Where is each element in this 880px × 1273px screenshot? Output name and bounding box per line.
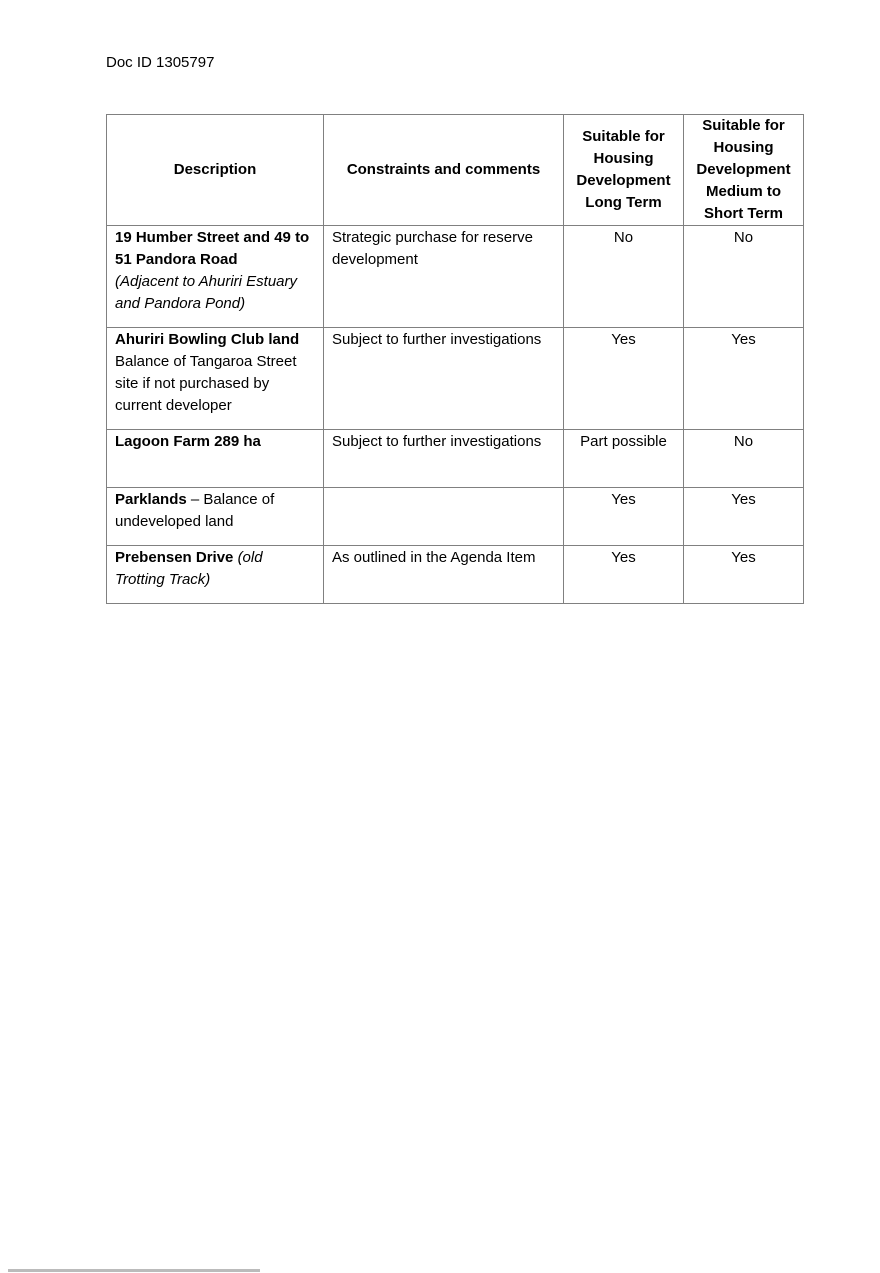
- description-cell: [107, 546, 324, 604]
- cropped-footer-line: [8, 1269, 260, 1272]
- table-row: [107, 488, 804, 546]
- table-row: [107, 546, 804, 604]
- table-row: [107, 226, 804, 328]
- constraints-cell: As outlined in the Agenda Item: [324, 546, 564, 604]
- cropped-footer: [0, 1266, 880, 1273]
- medium-short-term-cell: Yes: [684, 328, 804, 430]
- header-constraints: Constraints and comments: [324, 115, 564, 226]
- description-title: Lagoon Farm 289 ha: [115, 433, 261, 450]
- long-term-cell: Yes: [564, 546, 684, 604]
- long-term-cell: Part possible: [564, 430, 684, 488]
- land-suitability-table: [106, 114, 804, 604]
- medium-short-term-cell: No: [684, 226, 804, 328]
- description-title: Parklands: [115, 491, 187, 508]
- description-title: 19 Humber Street and 49 to 51 Pandora Road: [115, 229, 310, 268]
- description-title: Prebensen Drive: [115, 549, 234, 566]
- constraints-cell: [324, 488, 564, 546]
- long-term-cell: No: [564, 226, 684, 328]
- long-term-cell: Yes: [564, 328, 684, 430]
- description-cell: [107, 488, 324, 546]
- constraints-cell: Strategic purchase for reserve development: [324, 226, 564, 328]
- description-note: (Adjacent to Ahuriri Estuary and Pandora Pond): [115, 273, 298, 312]
- description-text: Balance of Tangaroa Street site if not purchased by current developer: [115, 353, 297, 414]
- constraints-cell: Subject to further investigations: [324, 430, 564, 488]
- description-cell: [107, 328, 324, 430]
- medium-short-term-cell: Yes: [684, 488, 804, 546]
- constraints-cell: Subject to further investigations: [324, 328, 564, 430]
- description-title: Ahuriri Bowling Club land: [115, 331, 300, 348]
- description-note: (old Trotting Track): [115, 549, 263, 588]
- long-term-cell: Yes: [564, 488, 684, 546]
- medium-short-term-cell: No: [684, 430, 804, 488]
- table-header-row: [107, 115, 804, 226]
- description-cell: [107, 430, 324, 488]
- description-cell: [107, 226, 324, 328]
- table-row: [107, 430, 804, 488]
- header-long-term: Suitable for Housing Development Long Term: [564, 115, 684, 226]
- table-row: [107, 328, 804, 430]
- doc-id: Doc ID 1305797: [106, 54, 215, 71]
- header-description: Description: [107, 115, 324, 226]
- medium-short-term-cell: Yes: [684, 546, 804, 604]
- header-medium-short-term: Suitable for Housing Development Medium to Short Term: [684, 115, 804, 226]
- description-text: – Balance of undeveloped land: [115, 491, 275, 530]
